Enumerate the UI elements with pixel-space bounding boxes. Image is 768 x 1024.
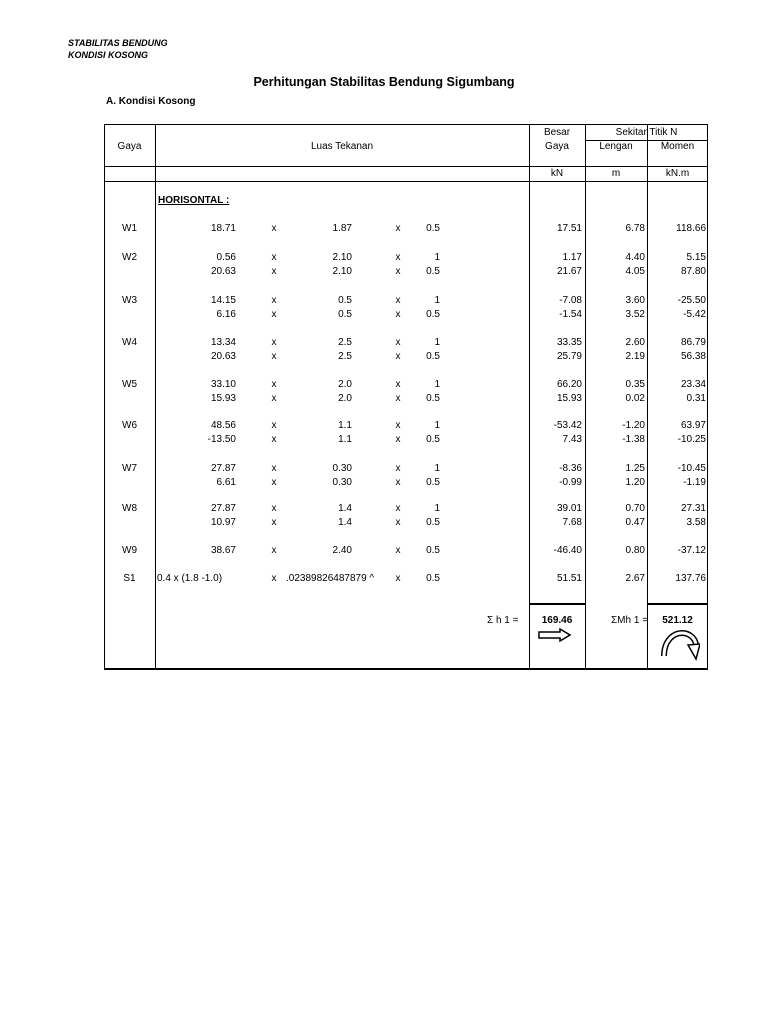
sum-mh-label: ΣMh 1 = [611, 615, 649, 626]
divider [104, 181, 708, 182]
times-sign: x [395, 573, 401, 584]
luas-value: 13.34 [210, 337, 236, 348]
luas-factor: 1.4 [338, 517, 352, 528]
multiplier: 0.5 [426, 434, 440, 445]
lever-arm: 2.67 [625, 573, 645, 584]
luas-value: 33.10 [210, 379, 236, 390]
col-gaya: Gaya [117, 141, 142, 152]
moment-value: -10.25 [677, 434, 706, 445]
lever-arm: -1.38 [622, 434, 645, 445]
luas-factor: 1.1 [338, 420, 352, 431]
header-line-1: STABILITAS BENDUNG [68, 38, 168, 48]
force-value: -8.36 [559, 463, 582, 474]
row-label: W5 [122, 379, 137, 390]
force-value: 7.43 [562, 434, 582, 445]
divider [104, 166, 708, 167]
multiplier: 0.5 [426, 309, 440, 320]
times-sign: x [395, 434, 401, 445]
clockwise-arrow-icon [660, 630, 700, 662]
moment-value: 27.31 [680, 503, 706, 514]
times-sign: x [271, 295, 277, 306]
sum-mh-value: 521.12 [662, 615, 693, 626]
moment-value: 3.58 [686, 517, 706, 528]
times-sign: x [395, 393, 401, 404]
luas-value: 20.63 [210, 266, 236, 277]
times-sign: x [395, 252, 401, 263]
luas-factor: 1.1 [338, 434, 352, 445]
multiplier: 1 [434, 379, 440, 390]
luas-value: 38.67 [210, 545, 236, 556]
luas-value: 14.15 [210, 295, 236, 306]
lever-arm: 2.19 [625, 351, 645, 362]
times-sign: x [271, 477, 277, 488]
luas-value: 15.93 [210, 393, 236, 404]
moment-value: -10.45 [677, 463, 706, 474]
multiplier: 0.5 [426, 351, 440, 362]
force-value: -0.99 [559, 477, 582, 488]
times-sign: x [271, 517, 277, 528]
force-value: 33.35 [556, 337, 582, 348]
sum-h-value: 169.46 [541, 615, 573, 626]
times-sign: x [271, 337, 277, 348]
luas-value: 10.97 [210, 517, 236, 528]
times-sign: x [271, 545, 277, 556]
lever-arm: 0.47 [625, 517, 645, 528]
multiplier: 1 [434, 295, 440, 306]
row-label: W6 [122, 420, 137, 431]
moment-value: -5.42 [683, 309, 706, 320]
multiplier: 1 [434, 337, 440, 348]
times-sign: x [395, 420, 401, 431]
row-label: S1 [123, 573, 136, 584]
force-value: -1.54 [559, 309, 582, 320]
sum-h-label: Σ h 1 = [487, 615, 519, 626]
row-label: W4 [122, 337, 137, 348]
times-sign: x [271, 463, 277, 474]
multiplier: 0.5 [426, 223, 440, 234]
moment-value: -37.12 [677, 545, 706, 556]
lever-arm: 3.60 [625, 295, 645, 306]
lever-arm: 3.52 [625, 309, 645, 320]
times-sign: x [271, 393, 277, 404]
force-value: 1.17 [562, 252, 582, 263]
multiplier: 0.5 [426, 545, 440, 556]
force-value: 66.20 [556, 379, 582, 390]
moment-value: 0.31 [686, 393, 706, 404]
header-line-2: KONDISI KOSONG [68, 50, 149, 60]
divider [529, 603, 585, 605]
multiplier: 0.5 [426, 517, 440, 528]
times-sign: x [271, 252, 277, 263]
section-horisontal: HORISONTAL : [158, 195, 230, 206]
multiplier: 1 [434, 503, 440, 514]
moment-value: 56.38 [680, 351, 706, 362]
lever-arm: -1.20 [622, 420, 645, 431]
row-label: W7 [122, 463, 137, 474]
times-sign: x [271, 309, 277, 320]
times-sign: x [395, 379, 401, 390]
times-sign: x [395, 517, 401, 528]
luas-factor: 2.5 [338, 351, 352, 362]
multiplier: 1 [434, 420, 440, 431]
times-sign: x [271, 379, 277, 390]
moment-value: 23.34 [680, 379, 706, 390]
moment-value: 118.66 [676, 223, 706, 234]
luas-factor: 0.5 [338, 309, 352, 320]
times-sign: x [395, 337, 401, 348]
lever-arm: 0.80 [625, 545, 645, 556]
times-sign: x [395, 477, 401, 488]
luas-value: 48.56 [210, 420, 236, 431]
lever-arm: 2.60 [625, 337, 645, 348]
times-sign: x [395, 545, 401, 556]
luas-factor: .02389826487879 ^ [286, 573, 375, 584]
luas-value: -13.50 [207, 434, 236, 445]
force-value: 17.51 [556, 223, 582, 234]
luas-factor: 2.0 [338, 393, 352, 404]
force-value: 21.67 [556, 266, 582, 277]
times-sign: x [271, 573, 277, 584]
moment-value: -1.19 [683, 477, 706, 488]
lever-arm: 1.20 [625, 477, 645, 488]
luas-factor: 0.5 [338, 295, 352, 306]
lever-arm: 4.40 [625, 252, 645, 263]
times-sign: x [395, 223, 401, 234]
luas-factor: 0.30 [332, 477, 352, 488]
luas-factor: 2.10 [332, 266, 352, 277]
right-arrow-icon [538, 628, 572, 642]
multiplier: 0.5 [426, 266, 440, 277]
times-sign: x [395, 266, 401, 277]
force-value: -53.42 [553, 420, 582, 431]
row-label: W3 [122, 295, 137, 306]
luas-value: 6.61 [216, 477, 236, 488]
times-sign: x [271, 420, 277, 431]
luas-value: 0.4 x (1.8 -1.0) [157, 573, 223, 584]
times-sign: x [271, 266, 277, 277]
luas-factor: 0.30 [332, 463, 352, 474]
multiplier: 0.5 [426, 477, 440, 488]
lever-arm: 4.05 [625, 266, 645, 277]
lever-arm: 6.78 [625, 223, 645, 234]
row-label: W2 [122, 252, 137, 263]
row-label: W1 [122, 223, 137, 234]
moment-value: 86.79 [680, 337, 706, 348]
luas-value: 27.87 [210, 503, 236, 514]
col-sekitar: Sekitar Titik N [615, 127, 678, 138]
luas-value: 20.63 [210, 351, 236, 362]
times-sign: x [395, 309, 401, 320]
force-value: 7.68 [562, 517, 582, 528]
luas-value: 6.16 [216, 309, 236, 320]
lever-arm: 0.02 [625, 393, 645, 404]
luas-factor: 2.10 [332, 252, 352, 263]
luas-value: 18.71 [210, 223, 236, 234]
divider [647, 603, 708, 605]
moment-value: 137.76 [675, 573, 706, 584]
moment-value: -25.50 [677, 295, 706, 306]
col-lengan: Lengan [599, 141, 633, 152]
luas-factor: 1.4 [338, 503, 352, 514]
divider [155, 124, 156, 669]
moment-value: 87.80 [680, 266, 706, 277]
page-title: Perhitungan Stabilitas Bendung Sigumbang [253, 75, 515, 89]
multiplier: 0.5 [426, 573, 440, 584]
col-luas-tekanan: Luas Tekanan [310, 141, 374, 152]
times-sign: x [271, 503, 277, 514]
times-sign: x [395, 503, 401, 514]
lever-arm: 0.35 [625, 379, 645, 390]
force-value: 51.51 [556, 573, 582, 584]
times-sign: x [395, 295, 401, 306]
lever-arm: 0.70 [625, 503, 645, 514]
force-value: 25.79 [556, 351, 582, 362]
luas-value: 27.87 [210, 463, 236, 474]
force-value: 15.93 [556, 393, 582, 404]
col-momen: Momen [660, 141, 695, 152]
multiplier: 0.5 [426, 393, 440, 404]
luas-factor: 2.5 [338, 337, 352, 348]
luas-factor: 2.0 [338, 379, 352, 390]
multiplier: 1 [434, 463, 440, 474]
moment-value: 5.15 [686, 252, 706, 263]
times-sign: x [271, 351, 277, 362]
luas-factor: 2.40 [332, 545, 352, 556]
times-sign: x [271, 223, 277, 234]
times-sign: x [395, 463, 401, 474]
luas-value: 0.56 [216, 252, 236, 263]
col-besar: Besar [543, 127, 571, 138]
unit-kn: kN [550, 168, 564, 179]
row-label: W8 [122, 503, 137, 514]
unit-knm: kN.m [665, 168, 690, 179]
force-value: 39.01 [556, 503, 582, 514]
moment-value: 63.97 [680, 420, 706, 431]
times-sign: x [271, 434, 277, 445]
unit-m: m [611, 168, 621, 179]
lever-arm: 1.25 [625, 463, 645, 474]
row-label: W9 [122, 545, 137, 556]
multiplier: 1 [434, 252, 440, 263]
force-value: -7.08 [559, 295, 582, 306]
col-gaya-2: Gaya [545, 141, 569, 152]
times-sign: x [395, 351, 401, 362]
luas-factor: 1.87 [332, 223, 352, 234]
section-title: A. Kondisi Kosong [106, 96, 196, 107]
force-value: -46.40 [553, 545, 582, 556]
